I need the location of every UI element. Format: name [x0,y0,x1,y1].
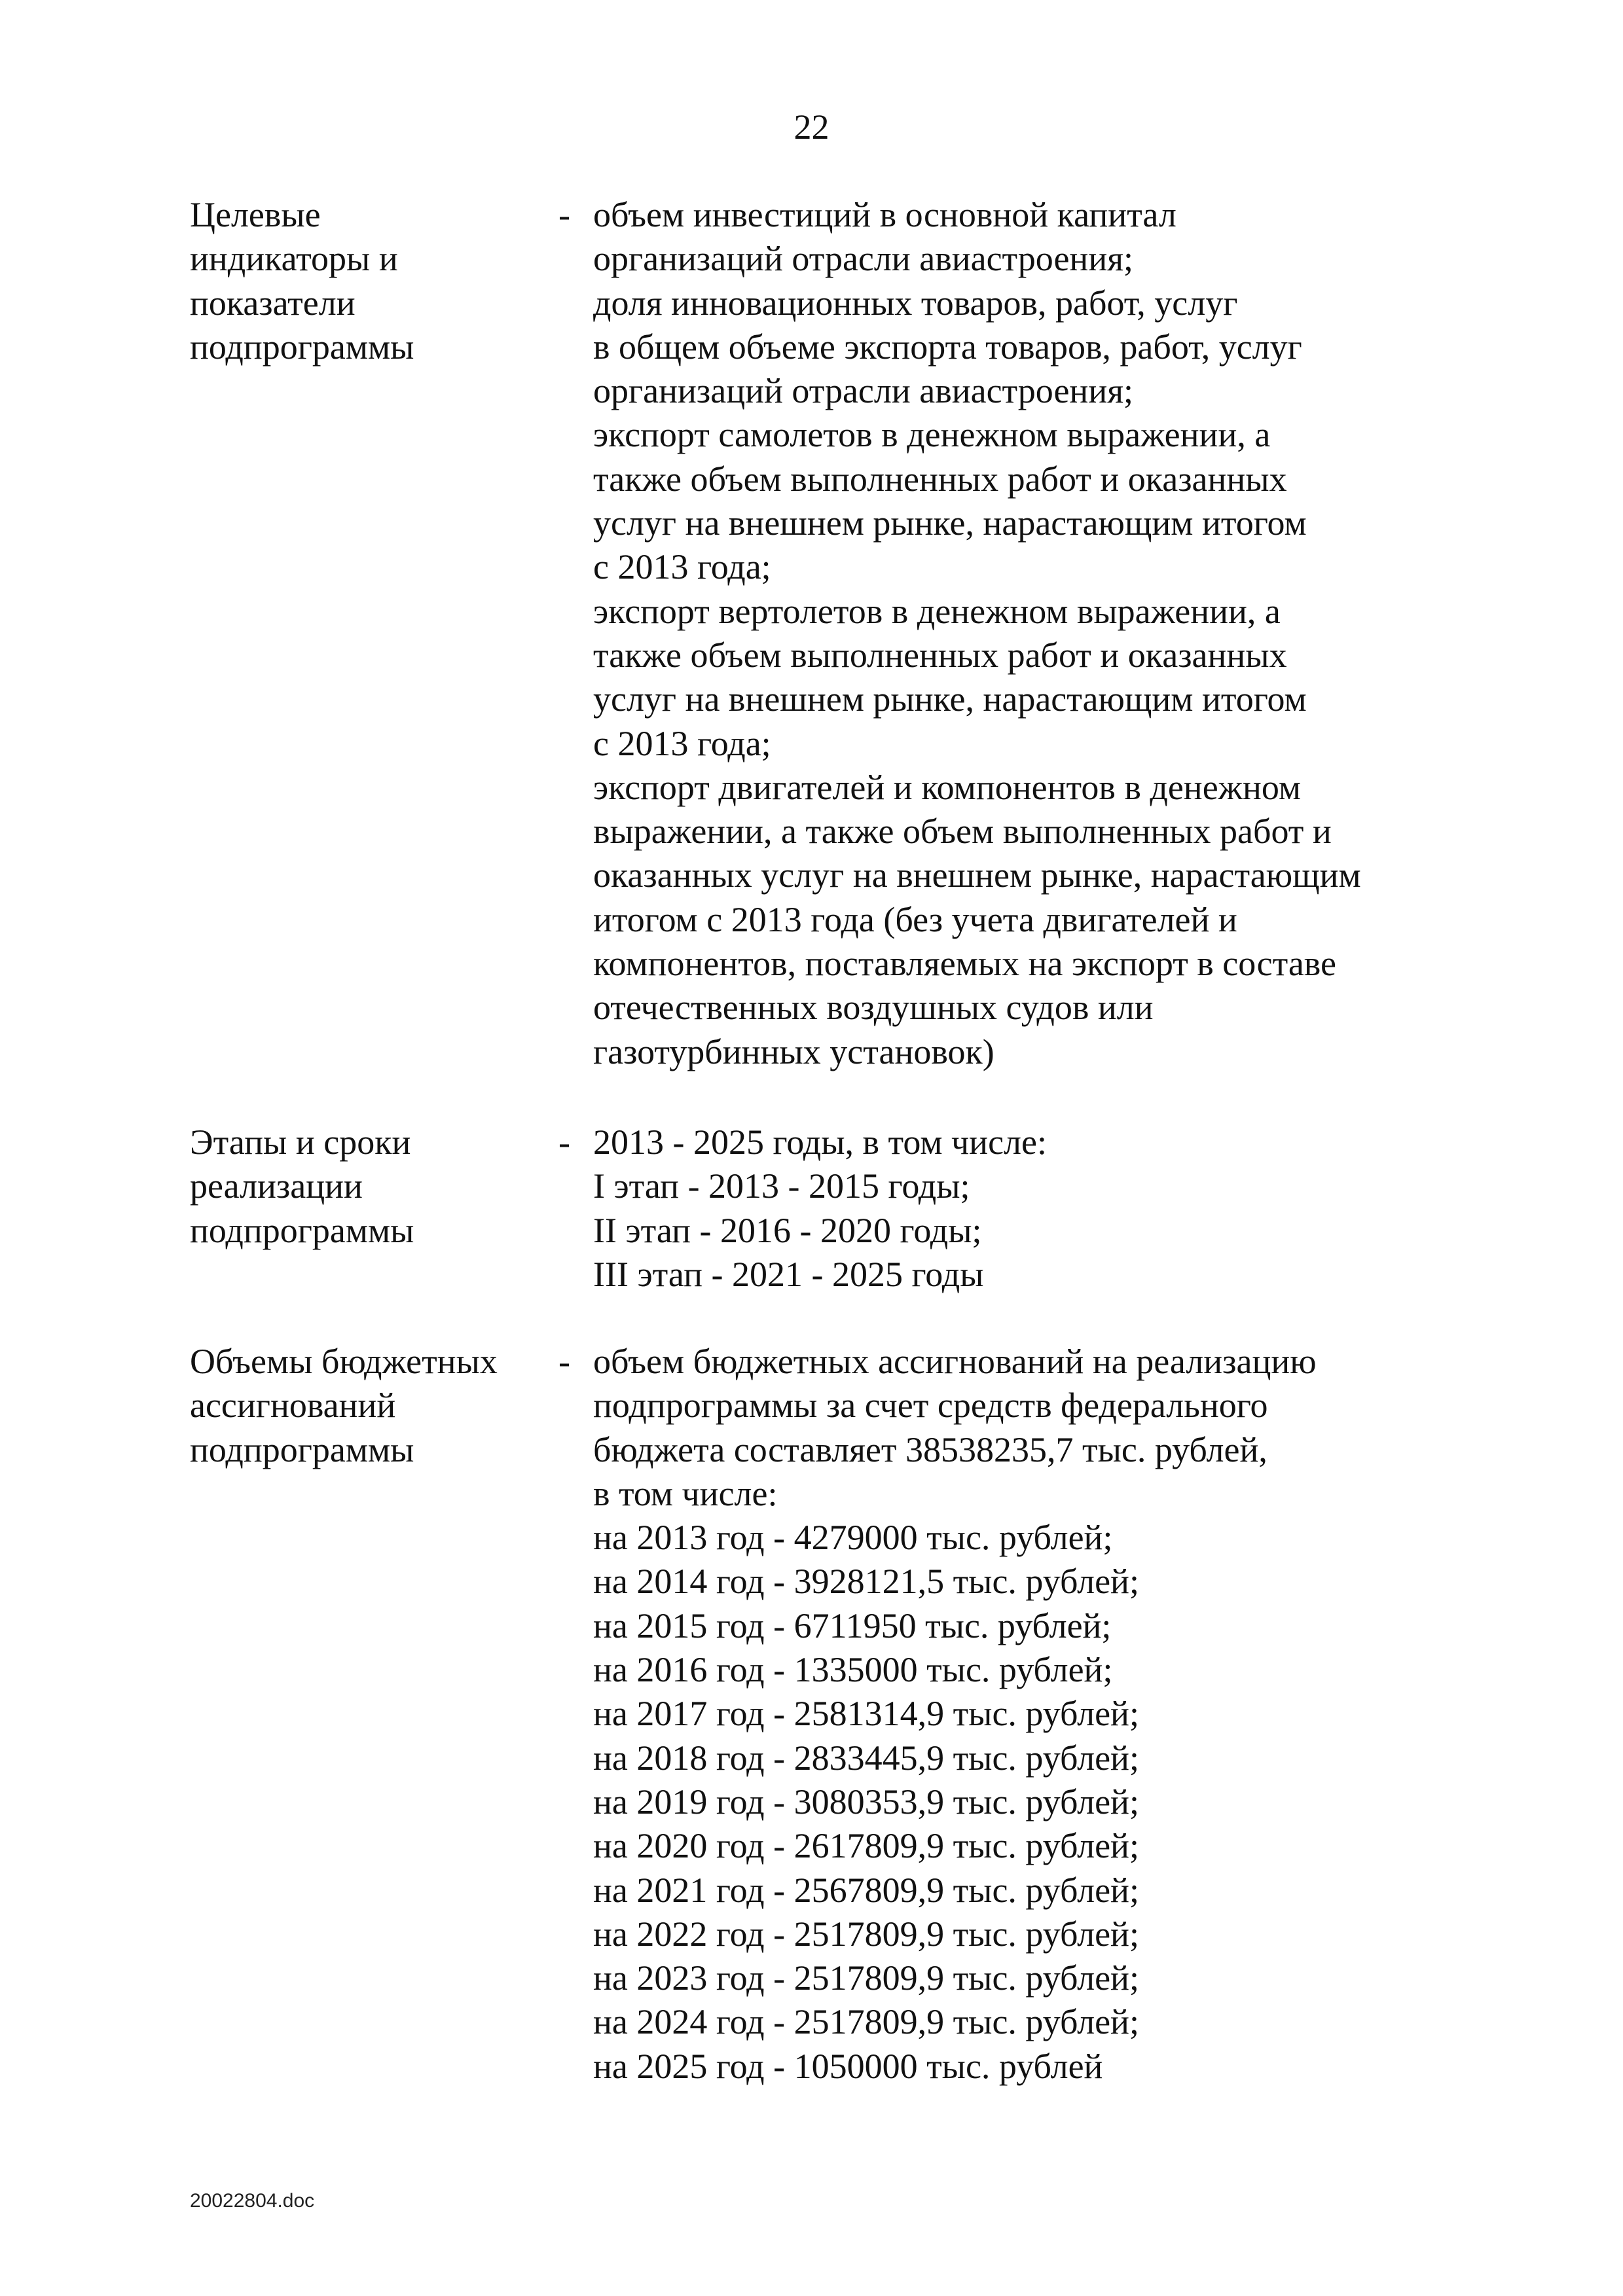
label-line: реализации [190,1166,363,1206]
section-content [593,1121,1497,1297]
content-line: экспорт вертолетов в денежном выражении, а [593,591,1281,631]
content-line: организаций отрасли авиастроения; [593,239,1134,279]
page-number: 22 [793,107,830,147]
section-dash: - [558,195,570,234]
label-line: ассигнований [190,1386,396,1426]
content-line: на 2021 год - 2567809,9 тыс. рублей; [593,1870,1139,1910]
content-line: услуг на внешнем рынке, нарастающим итогом [593,503,1307,543]
content-line: компонентов, поставляемых на экспорт в составе [593,944,1336,984]
content-line: объем инвестиций в основной капитал [593,195,1176,234]
content-line: объем бюджетных ассигнований на реализацию [593,1342,1317,1381]
section-budget-allocations [190,1340,1473,2099]
content-line: выражении, а также объем выполненных работ и [593,812,1332,852]
section-dash: - [558,1122,570,1162]
content-line: 2013 - 2025 годы, в том числе: [593,1122,1047,1162]
content-line: оказанных услуг на внешнем рынке, нарастающим [593,855,1361,895]
content-line: бюджета составляет 38538235,7 тыс. рублей, [593,1429,1267,1469]
content-line: услуг на внешнем рынке, нарастающим итогом [593,679,1307,719]
section-content [593,1340,1497,2089]
content-line: также объем выполненных работ и оказанных [593,459,1287,499]
section-target-indicators [190,193,1473,1096]
content-line: на 2022 год - 2517809,9 тыс. рублей; [593,1914,1139,1954]
label-line: подпрограммы [190,327,414,367]
content-line: с 2013 года; [593,723,771,763]
section-content [593,193,1497,1074]
content-line: на 2014 год - 3928121,5 тыс. рублей; [593,1562,1139,1602]
section-label [190,1121,556,1253]
content-line: отечественных воздушных судов или [593,988,1154,1028]
content-line: итогом с 2013 года (без учета двигателей и [593,899,1237,939]
label-line: Объемы бюджетных [190,1342,498,1381]
content-line: организаций отрасли авиастроения; [593,371,1134,411]
content-line: в том числе: [593,1473,778,1513]
content-line: II этап - 2016 - 2020 годы; [593,1210,982,1250]
label-line: показатели [190,283,356,323]
content-line: III этап - 2021 - 2025 годы [593,1254,984,1294]
content-line: экспорт двигателей и компонентов в денежном [593,767,1302,807]
label-line: подпрограммы [190,1210,414,1250]
section-label [190,1340,556,1472]
content-line: на 2023 год - 2517809,9 тыс. рублей; [593,1958,1139,1998]
section-stages-timelines [190,1121,1473,1304]
content-line: с 2013 года; [593,547,771,587]
section-dash: - [558,1342,570,1381]
content-line: в общем объеме экспорта товаров, работ, услуг [593,327,1302,367]
content-line: также объем выполненных работ и оказанных [593,635,1287,675]
content-line: на 2020 год - 2617809,9 тыс. рублей; [593,1826,1139,1866]
label-line: Целевые [190,195,321,234]
label-line: подпрограммы [190,1429,414,1469]
footer-filename: 20022804.doc [190,2190,315,2212]
content-line: на 2024 год - 2517809,9 тыс. рублей; [593,2002,1139,2042]
content-line: на 2018 год - 2833445,9 тыс. рублей; [593,1738,1139,1778]
content-line: на 2013 год - 4279000 тыс. рублей; [593,1518,1113,1558]
content-line: I этап - 2013 - 2015 годы; [593,1166,970,1206]
section-label [190,193,556,369]
label-line: индикаторы и [190,239,398,279]
label-line: Этапы и сроки [190,1122,411,1162]
content-line: на 2017 год - 2581314,9 тыс. рублей; [593,1694,1139,1734]
content-line: на 2019 год - 3080353,9 тыс. рублей; [593,1782,1139,1821]
content-line: на 2025 год - 1050000 тыс. рублей [593,2046,1103,2086]
content-line: доля инновационных товаров, работ, услуг [593,283,1238,323]
content-line: экспорт самолетов в денежном выражении, а [593,415,1271,455]
content-line: на 2015 год - 6711950 тыс. рублей; [593,1605,1112,1645]
content-line: на 2016 год - 1335000 тыс. рублей; [593,1650,1113,1690]
content-line: газотурбинных установок) [593,1031,994,1071]
content-line: подпрограммы за счет средств федерального [593,1386,1268,1426]
